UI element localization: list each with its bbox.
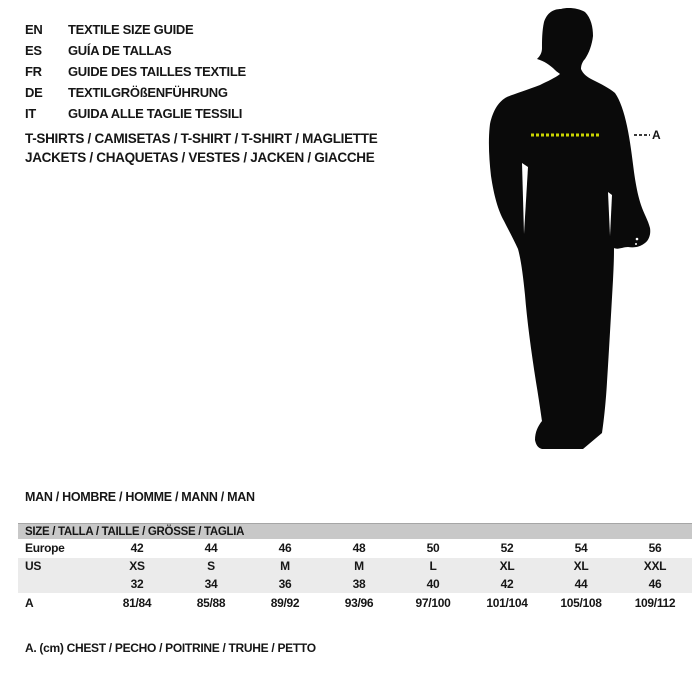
size-cell: XXL bbox=[643, 559, 667, 573]
size-cell: 56 bbox=[648, 541, 662, 555]
hand-notch bbox=[635, 243, 637, 245]
size-cell: 52 bbox=[500, 541, 514, 555]
lang-row-es bbox=[25, 40, 246, 61]
size-cell: 89/92 bbox=[270, 596, 300, 610]
size-cell: 97/100 bbox=[415, 596, 451, 610]
size-cell: 34 bbox=[204, 577, 218, 591]
lang-row-en bbox=[25, 19, 246, 40]
size-cell: 85/88 bbox=[196, 596, 226, 610]
lang-code: ES bbox=[25, 43, 42, 58]
category-list bbox=[25, 129, 377, 167]
measurement-footnote: A. (cm) CHEST / PECHO / POITRINE / TRUHE / PETTO bbox=[25, 641, 316, 655]
size-cell: XL bbox=[499, 559, 515, 573]
lang-code: IT bbox=[25, 106, 36, 121]
size-cell: 40 bbox=[426, 577, 440, 591]
size-cell: 44 bbox=[204, 541, 218, 555]
table-row-us bbox=[18, 558, 692, 575]
section-title: MAN / HOMBRE / HOMME / MANN / MAN bbox=[25, 490, 255, 504]
size-cell: 50 bbox=[426, 541, 440, 555]
category-tshirts: T-SHIRTS / CAMISETAS / T-SHIRT / T-SHIRT / MAGLIETTE bbox=[25, 131, 378, 146]
size-cell: 48 bbox=[352, 541, 366, 555]
size-cell: 36 bbox=[278, 577, 292, 591]
lang-row-fr bbox=[25, 61, 246, 82]
size-cell: 32 bbox=[130, 577, 144, 591]
table-row-europe bbox=[18, 539, 692, 558]
size-cell: 42 bbox=[500, 577, 514, 591]
row-label bbox=[18, 575, 100, 593]
lang-row-it bbox=[25, 103, 246, 124]
language-list bbox=[25, 19, 246, 124]
size-cell: 38 bbox=[352, 577, 366, 591]
size-table-header: SIZE / TALLA / TAILLE / GRÖSSE / TAGLIA bbox=[18, 523, 692, 539]
lang-row-de bbox=[25, 82, 246, 103]
size-cell: 42 bbox=[130, 541, 144, 555]
category-jackets: JACKETS / CHAQUETAS / VESTES / JACKEN / GIACCHE bbox=[25, 150, 375, 165]
chest-marker-label: A bbox=[652, 128, 661, 142]
lang-title: TEXTILE SIZE GUIDE bbox=[68, 22, 194, 37]
lang-code: FR bbox=[25, 64, 42, 79]
size-cell: 46 bbox=[278, 541, 292, 555]
table-row-chest bbox=[18, 593, 692, 612]
lang-title: GUIDE DES TAILLES TEXTILE bbox=[68, 64, 246, 79]
size-cell: 105/108 bbox=[560, 596, 602, 610]
lang-title: TEXTILGRÖßENFÜHRUNG bbox=[68, 85, 228, 100]
size-cell: M bbox=[354, 559, 364, 573]
lang-code: EN bbox=[25, 22, 43, 37]
size-cell: 46 bbox=[648, 577, 662, 591]
size-cell: XS bbox=[129, 559, 145, 573]
silhouette-shape bbox=[489, 8, 650, 449]
lang-title: GUÍA DE TALLAS bbox=[68, 43, 172, 58]
size-cell: 54 bbox=[574, 541, 588, 555]
size-cell: 93/96 bbox=[344, 596, 374, 610]
size-cell: S bbox=[207, 559, 215, 573]
table-row-us-numeric bbox=[18, 575, 692, 593]
row-label: A bbox=[25, 596, 34, 610]
man-silhouette bbox=[480, 0, 700, 470]
lang-code: DE bbox=[25, 85, 43, 100]
size-cell: 109/112 bbox=[634, 596, 676, 610]
size-cell: XL bbox=[573, 559, 589, 573]
row-label: Europe bbox=[25, 541, 65, 555]
size-cell: 81/84 bbox=[122, 596, 152, 610]
size-cell: M bbox=[280, 559, 290, 573]
size-cell: 44 bbox=[574, 577, 588, 591]
size-cell: L bbox=[429, 559, 437, 573]
row-label: US bbox=[25, 559, 42, 573]
size-table bbox=[18, 523, 692, 612]
hand-notch bbox=[636, 238, 639, 241]
size-cell: 101/104 bbox=[486, 596, 528, 610]
lang-title: GUIDA ALLE TAGLIE TESSILI bbox=[68, 106, 243, 121]
